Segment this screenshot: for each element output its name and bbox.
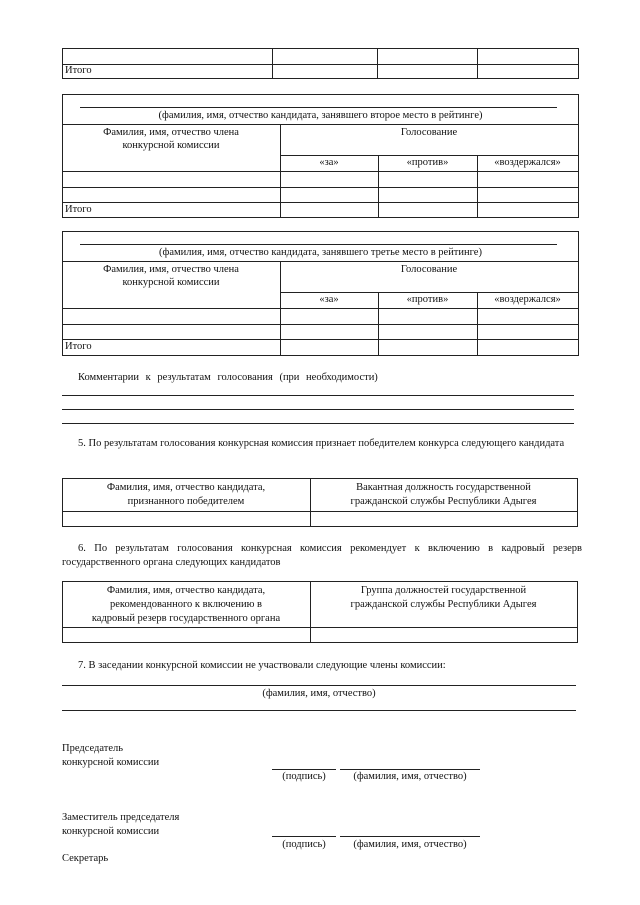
section-5-col2-header-line2: гражданской службы Республики Адыгея [350,496,537,507]
deputy-title: Заместитель председателя [62,812,180,823]
table-2-member-header-line2: конкурсной комиссии [122,140,220,151]
table-3-member-header: Фамилия, имя, отчество члена [103,264,239,275]
table-2-candidate-caption: (фамилия, имя, отчество кандидата, занявшего второе место в рейтинге) [158,110,483,121]
chair-title: Председатель [62,743,124,754]
table-1-total-label: Итого [65,65,92,76]
table-2-col-for: «за» [319,157,339,168]
table-2-voting-header: Голосование [400,127,458,138]
table-3-voting-header: Голосование [400,264,458,275]
table-2-col-abstain: «воздержался» [494,157,561,168]
section-7-caption: (фамилия, имя, отчество) [262,688,376,699]
table-3-col-abstain: «воздержался» [494,294,561,305]
table-3-col-for: «за» [319,294,339,305]
section-6-text: 6. По результатам голосования конкурсная комиссия рекомендует к включению в кадровый резерв государственного органа следующих кандидатов [62,543,582,569]
table-3-col-against: «против» [406,294,449,305]
deputy-name-caption: (фамилия, имя, отчество) [353,839,467,850]
section-7-text: 7. В заседании конкурсной комиссии не участвовали следующие члены комиссии: [78,660,446,671]
chair-title-line2: конкурсной комиссии [62,757,160,768]
section-5-col1-header-line2: признанного победителем [127,496,245,507]
table-2-total-label: Итого [65,204,92,215]
section-6-col2-header: Группа должностей государственной [360,585,527,596]
secretary-title: Секретарь [62,853,109,864]
section-5-text: 5. По результатам голосования конкурсная комиссия признает победителем конкурса следующего кандидата [78,438,565,449]
table-3-member-header-line2: конкурсной комиссии [122,277,220,288]
section-6-col1-header-line3: кадровый резерв государственного органа [91,613,281,624]
comments-label: Комментарии к результатам голосования (при необходимости) [78,372,378,383]
deputy-title-line2: конкурсной комиссии [62,826,160,837]
section-5-col1-header: Фамилия, имя, отчество кандидата, [106,482,266,493]
table-2-col-against: «против» [406,157,449,168]
table-3-candidate-caption: (фамилия, имя, отчество кандидата, занявшего третье место в рейтинге) [159,247,482,258]
deputy-signature-caption: (подпись) [282,839,326,850]
section-6-col2-header-line2: гражданской службы Республики Адыгея [350,599,537,610]
section-6-col1-header: Фамилия, имя, отчество кандидата, [106,585,266,596]
chair-name-caption: (фамилия, имя, отчество) [353,771,467,782]
section-5-col2-header: Вакантная должность государственной [356,482,531,493]
chair-signature-caption: (подпись) [282,771,326,782]
section-6-col1-header-line2: рекомендованного к включению в [109,599,262,610]
table-2-member-header: Фамилия, имя, отчество члена [103,127,239,138]
table-3-total-label: Итого [65,341,92,352]
